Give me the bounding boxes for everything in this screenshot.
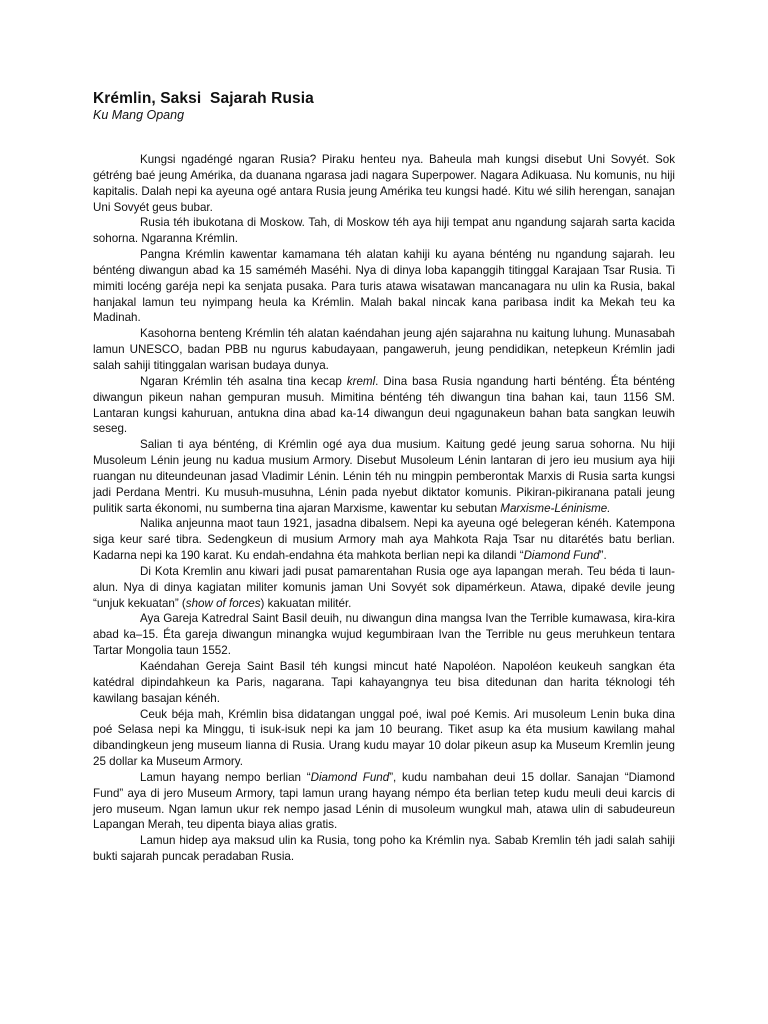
italic-text-run: Marxisme-Léninisme. (500, 501, 611, 515)
paragraph (93, 564, 675, 612)
italic-text-run: Diamond Fund (310, 770, 390, 784)
article-author: Ku Mang Opang (93, 108, 185, 122)
paragraph (93, 833, 675, 865)
text-run: Rusia téh ibukotana di Moskow. Tah, di Moskow téh aya hiji tempat anu ngandung sajarah sarta kacida sohorna. Ngaranna Krémlin. (93, 216, 675, 246)
article-title: Krémlin, Saksi Sajarah Rusia (93, 90, 314, 107)
italic-text-run: show of forces (185, 596, 261, 610)
italic-text-run: kreml (346, 374, 376, 388)
text-run: ) kakuatan militér. (260, 596, 352, 610)
text-run: Salian ti aya bénténg, di Krémlin ogé aya dua musium. Kaitung gedé jeung sarua sohorna. Nu hiji Musoleum Lénin jeung nu kadua musium Armory. Disebut Musoleum Lénin lantaran di jero ieu musium aya hiji ruangan nu diteundeunan jasad Vladimir Lénin. Lénin téh nu mingpin pemberontak Marxis di Rusia sarta kungsi jadi Perdana Mentri. Ku musuh-musuhna, Lénin pada nyebut diktator komunis. Pikiran-pikiranana patali jeung pulitik sarta ékonomi, nu sumberna tina ajaran Marxisme, kawentar ku sebutan (93, 438, 675, 515)
text-run: ”. (599, 549, 607, 563)
text-run: Di Kota Kremlin anu kiwari jadi pusat pamarentahan Rusia oge aya lapangan merah. Teu béda ti laun-alun. Nya di dinya kagiatan militer komunis jaman Uni Sovyét sok dipamérkeun. Atawa, dipaké devile jeung “unjuk kekuatan” ( (93, 564, 675, 610)
text-run: Kasohorna benteng Krémlin téh alatan kaéndahan jeung ajén sajarahna nu kaitung luhung. Munasabah lamun UNESCO, badan PBB nu ngurus kabudayaan, pangaweruh, jeung pendidikan, netepkeun Krémlin jadi salah sahiji titinggalan warisan budaya dunya. (93, 327, 675, 372)
paragraph (93, 611, 675, 659)
text-run: Ceuk béja mah, Krémlin bisa didatangan unggal poé, iwal poé Kemis. Ari musoleum Lenin buka dina poé Selasa nepi ka Minggu, ti isuk-isuk nepi ka jam 10 beurang. Tiket asup ka éta musium kawilang mahal dibandingkeun jeng museum lianna di Rusia. Urang kudu mayar 10 dolar pikeun asup ka Museum Kremlin jeung 25 dollar ka Museum Armory. (93, 707, 675, 769)
paragraph (93, 215, 675, 247)
text-run: ”, kudu nambahan deui 15 dollar. Sanajan “Diamond Fund” aya di jero Museum Armory, tapi lamun urang hayang némpo éta berlian tetep kudu meuli deui karcis di jero museum. Ngan lamun ukur rek nempo jasad Lénin di musoleum wungkul mah, atawa ulin di sabudeureun Lapangan Merah, teu dipenta biaya alias gratis. (93, 770, 676, 832)
italic-text-run: Diamond Fund (523, 549, 600, 563)
text-run: Nalika anjeunna maot taun 1921, jasadna dibalsem. Nepi ka ayeuna ogé belegeran kénéh. Katempona siga keur saré tibra. Sedengkeun di musium Armory mah aya Mahkota Raja Tsar nu ditarétés batu berlian. Kadarna nepi ka 190 karat. Ku endah-endahna éta mahkota berlian nepi ka dilandi “ (93, 517, 675, 563)
paragraph (93, 516, 675, 564)
article-body (93, 152, 675, 865)
paragraph (93, 247, 675, 326)
text-run: Pangna Krémlin kawentar kamamana téh alatan kahiji ku ayana bénténg nu ngandung sajarah. Ieu bénténg diwangun abad ka 15 saméméh Maséhi. Nya di dinya loba kapanggih titinggal Karajaan Tsar Rusia. Ti mimiti locéng garéja nepi ka senjata pusaka. Para turis atawa wisatawan mancanagara nu ulin ka Rusia, bakal hanjakal lamun teu nyimpang heula ka Krémlin. Malah bakal nincak kana paribasa indit ka Mekah teu ka Madinah. (93, 248, 675, 325)
text-run: Lamun hayang nempo berlian “ (140, 770, 311, 784)
paragraph (93, 152, 675, 215)
paragraph (93, 374, 675, 437)
text-run: Aya Gareja Katredral Saint Basil deuih, nu diwangun dina mangsa Ivan the Terrible kumawasa, kira-kira abad ka–15. Éta gareja diwangun minangka wujud kegumbiraan Ivan the Terrible nu geus meruhkeun tentara Tartar Mongolia taun 1552. (93, 612, 675, 658)
paragraph (93, 437, 675, 516)
text-run: Ngaran Krémlin téh asalna tina kecap (140, 374, 347, 388)
paragraph (93, 770, 675, 833)
paragraph (93, 326, 675, 374)
text-run: Lamun hidep aya maksud ulin ka Rusia, tong poho ka Krémlin nya. Sabab Kremlin téh jadi salah sahiji bukti sajarah puncak peradaban Rusia. (93, 834, 675, 864)
paragraph (93, 707, 675, 770)
text-run: Kungsi ngadéngé ngaran Rusia? Piraku henteu nya. Baheula mah kungsi disebut Uni Sovyét. Sok gétréng baé jeung Amérika, da duanana ngarasa jadi nagara Superpower. Nagara Adikuasa. Nu komunis, nu hiji kapitalis. Dalah nepi ka ayeuna ogé antara Rusia jeung Amérika teu kungsi hadé. Kitu wé silih herengan, sanajan Uni Sovyét geus bubar. (93, 153, 675, 214)
text-run: . Dina basa Rusia ngandung harti bénténg. Éta bénténg diwangun pikeun nahan gempuran musuh. Mimitina bénténg téh diwangun tina bahan kai, taun 1156 SM. Lantaran kungsi kahuruan, antukna dina abad ka-14 diwangun deui ngagunakeun bahan bata sangkan leuwih seseg. (93, 374, 676, 436)
text-run: Kaéndahan Gereja Saint Basil téh kungsi mincut haté Napoléon. Napoléon keukeuh sangkan éta katédral dipindahkeun ka Paris, nagarana. Tapi kahayangnya teu bisa ditedunan dan harita téknologi téh kawilang basajan kénéh. (93, 660, 675, 705)
paragraph (93, 659, 675, 707)
